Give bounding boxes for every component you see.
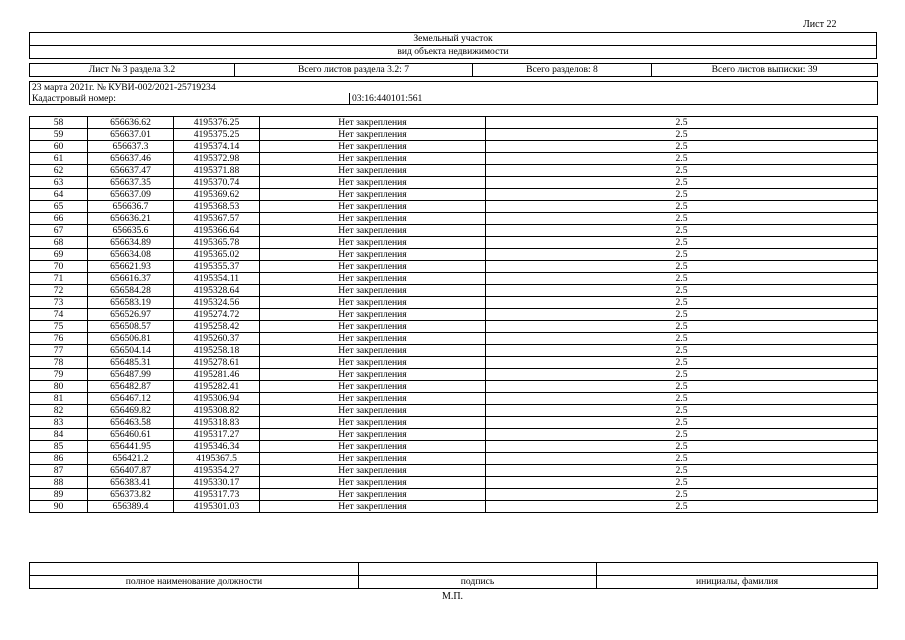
y-coordinate-cell: 4195282.41 [174,381,260,393]
y-coordinate-cell: 4195369.62 [174,189,260,201]
y-coordinate-cell: 4195371.88 [174,165,260,177]
accuracy-cell: 2.5 [486,477,878,489]
sheet-number: Лист 22 [803,19,837,30]
extract-date-number: 23 марта 2021г. № КУВИ-002/2021-25719234 [30,82,878,94]
y-coordinate-cell: 4195278.61 [174,357,260,369]
x-coordinate-cell: 656373.82 [88,489,174,501]
y-coordinate-cell: 4195258.42 [174,321,260,333]
table-row [30,141,878,153]
fixing-method-cell: Нет закрепления [260,225,486,237]
y-coordinate-cell: 4195365.02 [174,249,260,261]
table-row [30,453,878,465]
table-row [30,165,878,177]
y-coordinate-cell: 4195372.98 [174,153,260,165]
table-row [30,417,878,429]
table-row [30,249,878,261]
point-number-cell: 65 [30,201,88,213]
y-coordinate-cell: 4195274.72 [174,309,260,321]
x-coordinate-cell: 656407.87 [88,465,174,477]
table-row [30,357,878,369]
y-coordinate-cell: 4195317.73 [174,489,260,501]
accuracy-cell: 2.5 [486,177,878,189]
point-number-cell: 62 [30,165,88,177]
table-row [30,465,878,477]
accuracy-cell: 2.5 [486,273,878,285]
table-row [30,393,878,405]
fixing-method-cell: Нет закрепления [260,453,486,465]
point-number-cell: 83 [30,417,88,429]
fixing-method-cell: Нет закрепления [260,465,486,477]
table-row [30,153,878,165]
table-row [30,309,878,321]
y-coordinate-cell: 4195346.34 [174,441,260,453]
accuracy-cell: 2.5 [486,393,878,405]
name-caption: инициалы, фамилия [597,576,878,589]
point-number-cell: 75 [30,321,88,333]
x-coordinate-cell: 656637.46 [88,153,174,165]
y-coordinate-cell: 4195260.37 [174,333,260,345]
signature-table [29,562,878,589]
y-coordinate-cell: 4195301.03 [174,501,260,513]
fixing-method-cell: Нет закрепления [260,309,486,321]
point-number-cell: 71 [30,273,88,285]
accuracy-cell: 2.5 [486,453,878,465]
y-coordinate-cell: 4195354.27 [174,465,260,477]
y-coordinate-cell: 4195365.78 [174,237,260,249]
x-coordinate-cell: 656482.87 [88,381,174,393]
point-number-cell: 59 [30,129,88,141]
fixing-method-cell: Нет закрепления [260,297,486,309]
x-coordinate-cell: 656635.6 [88,225,174,237]
point-number-cell: 81 [30,393,88,405]
total-sections: Всего разделов: 8 [473,64,652,77]
y-coordinate-cell: 4195354.11 [174,273,260,285]
y-coordinate-cell: 4195281.46 [174,369,260,381]
object-title-table [29,32,877,59]
x-coordinate-cell: 656637.01 [88,129,174,141]
table-row [30,201,878,213]
accuracy-cell: 2.5 [486,345,878,357]
table-row [30,285,878,297]
x-coordinate-cell: 656421.2 [88,453,174,465]
point-number-cell: 64 [30,189,88,201]
point-number-cell: 90 [30,501,88,513]
fixing-method-cell: Нет закрепления [260,177,486,189]
x-coordinate-cell: 656487.99 [88,369,174,381]
signature-field [359,563,597,576]
accuracy-cell: 2.5 [486,129,878,141]
table-row [30,381,878,393]
x-coordinate-cell: 656504.14 [88,345,174,357]
point-number-cell: 82 [30,405,88,417]
table-row [30,237,878,249]
point-number-cell: 68 [30,237,88,249]
accuracy-cell: 2.5 [486,465,878,477]
table-row [30,225,878,237]
x-coordinate-cell: 656469.82 [88,405,174,417]
point-number-cell: 63 [30,177,88,189]
accuracy-cell: 2.5 [486,489,878,501]
point-number-cell: 88 [30,477,88,489]
table-row [30,405,878,417]
y-coordinate-cell: 4195367.57 [174,213,260,225]
object-type-caption: вид объекта недвижимости [30,46,877,59]
fixing-method-cell: Нет закрепления [260,477,486,489]
y-coordinate-cell: 4195375.25 [174,129,260,141]
y-coordinate-cell: 4195368.53 [174,201,260,213]
x-coordinate-cell: 656634.89 [88,237,174,249]
accuracy-cell: 2.5 [486,405,878,417]
fixing-method-cell: Нет закрепления [260,141,486,153]
table-row [30,177,878,189]
point-number-cell: 58 [30,117,88,129]
sheet-of-section: Лист № 3 раздела 3.2 [30,64,235,77]
fixing-method-cell: Нет закрепления [260,417,486,429]
fixing-method-cell: Нет закрепления [260,489,486,501]
x-coordinate-cell: 656637.47 [88,165,174,177]
table-row [30,129,878,141]
accuracy-cell: 2.5 [486,357,878,369]
accuracy-cell: 2.5 [486,321,878,333]
accuracy-cell: 2.5 [486,165,878,177]
point-number-cell: 84 [30,429,88,441]
x-coordinate-cell: 656526.97 [88,309,174,321]
cadastral-label: Кадастровый номер: [30,93,350,105]
x-coordinate-cell: 656637.09 [88,189,174,201]
table-row [30,489,878,501]
point-number-cell: 80 [30,381,88,393]
x-coordinate-cell: 656389.4 [88,501,174,513]
stamp-place: М.П. [441,591,464,602]
x-coordinate-cell: 656467.12 [88,393,174,405]
fixing-method-cell: Нет закрепления [260,429,486,441]
accuracy-cell: 2.5 [486,333,878,345]
point-number-cell: 69 [30,249,88,261]
fixing-method-cell: Нет закрепления [260,117,486,129]
point-number-cell: 85 [30,441,88,453]
x-coordinate-cell: 656463.58 [88,417,174,429]
table-row [30,321,878,333]
fixing-method-cell: Нет закрепления [260,261,486,273]
x-coordinate-cell: 656383.41 [88,477,174,489]
fixing-method-cell: Нет закрепления [260,405,486,417]
fixing-method-cell: Нет закрепления [260,249,486,261]
fixing-method-cell: Нет закрепления [260,285,486,297]
fixing-method-cell: Нет закрепления [260,345,486,357]
table-row [30,297,878,309]
accuracy-cell: 2.5 [486,261,878,273]
x-coordinate-cell: 656634.08 [88,249,174,261]
accuracy-cell: 2.5 [486,153,878,165]
position-caption: полное наименование должности [30,576,359,589]
y-coordinate-cell: 4195258.18 [174,345,260,357]
table-row [30,261,878,273]
fixing-method-cell: Нет закрепления [260,441,486,453]
point-number-cell: 72 [30,285,88,297]
x-coordinate-cell: 656636.7 [88,201,174,213]
x-coordinate-cell: 656621.93 [88,261,174,273]
boundary-points-table [29,116,878,513]
total-sheets-extract: Всего листов выписки: 39 [652,64,878,77]
fixing-method-cell: Нет закрепления [260,357,486,369]
table-row [30,345,878,357]
y-coordinate-cell: 4195328.64 [174,285,260,297]
fixing-method-cell: Нет закрепления [260,189,486,201]
y-coordinate-cell: 4195308.82 [174,405,260,417]
fixing-method-cell: Нет закрепления [260,153,486,165]
total-sheets-section: Всего листов раздела 3.2: 7 [235,64,473,77]
accuracy-cell: 2.5 [486,201,878,213]
y-coordinate-cell: 4195317.27 [174,429,260,441]
fixing-method-cell: Нет закрепления [260,237,486,249]
accuracy-cell: 2.5 [486,309,878,321]
fixing-method-cell: Нет закрепления [260,273,486,285]
x-coordinate-cell: 656441.95 [88,441,174,453]
y-coordinate-cell: 4195318.83 [174,417,260,429]
accuracy-cell: 2.5 [486,441,878,453]
x-coordinate-cell: 656584.28 [88,285,174,297]
accuracy-cell: 2.5 [486,117,878,129]
point-number-cell: 89 [30,489,88,501]
y-coordinate-cell: 4195330.17 [174,477,260,489]
object-title: Земельный участок [30,33,877,46]
accuracy-cell: 2.5 [486,285,878,297]
table-row [30,333,878,345]
section-info-table [29,63,878,77]
fixing-method-cell: Нет закрепления [260,129,486,141]
accuracy-cell: 2.5 [486,381,878,393]
x-coordinate-cell: 656637.35 [88,177,174,189]
y-coordinate-cell: 4195376.25 [174,117,260,129]
point-number-cell: 79 [30,369,88,381]
point-number-cell: 78 [30,357,88,369]
point-number-cell: 60 [30,141,88,153]
point-number-cell: 73 [30,297,88,309]
name-field [597,563,878,576]
point-number-cell: 61 [30,153,88,165]
fixing-method-cell: Нет закрепления [260,501,486,513]
point-number-cell: 87 [30,465,88,477]
point-number-cell: 77 [30,345,88,357]
y-coordinate-cell: 4195355.37 [174,261,260,273]
x-coordinate-cell: 656616.37 [88,273,174,285]
position-field [30,563,359,576]
y-coordinate-cell: 4195306.94 [174,393,260,405]
y-coordinate-cell: 4195374.14 [174,141,260,153]
x-coordinate-cell: 656506.81 [88,333,174,345]
accuracy-cell: 2.5 [486,225,878,237]
cadastral-table [29,81,878,105]
accuracy-cell: 2.5 [486,237,878,249]
y-coordinate-cell: 4195366.64 [174,225,260,237]
x-coordinate-cell: 656460.61 [88,429,174,441]
y-coordinate-cell: 4195370.74 [174,177,260,189]
signature-caption: подпись [359,576,597,589]
x-coordinate-cell: 656485.31 [88,357,174,369]
x-coordinate-cell: 656637.3 [88,141,174,153]
accuracy-cell: 2.5 [486,213,878,225]
accuracy-cell: 2.5 [486,249,878,261]
table-row [30,477,878,489]
point-number-cell: 74 [30,309,88,321]
x-coordinate-cell: 656636.62 [88,117,174,129]
fixing-method-cell: Нет закрепления [260,213,486,225]
accuracy-cell: 2.5 [486,141,878,153]
y-coordinate-cell: 4195367.5 [174,453,260,465]
accuracy-cell: 2.5 [486,501,878,513]
x-coordinate-cell: 656636.21 [88,213,174,225]
accuracy-cell: 2.5 [486,369,878,381]
fixing-method-cell: Нет закрепления [260,381,486,393]
fixing-method-cell: Нет закрепления [260,321,486,333]
x-coordinate-cell: 656508.57 [88,321,174,333]
table-row [30,273,878,285]
fixing-method-cell: Нет закрепления [260,393,486,405]
table-row [30,213,878,225]
table-row [30,501,878,513]
table-row [30,117,878,129]
fixing-method-cell: Нет закрепления [260,333,486,345]
point-number-cell: 86 [30,453,88,465]
point-number-cell: 67 [30,225,88,237]
fixing-method-cell: Нет закрепления [260,165,486,177]
table-row [30,369,878,381]
point-number-cell: 70 [30,261,88,273]
accuracy-cell: 2.5 [486,189,878,201]
fixing-method-cell: Нет закрепления [260,369,486,381]
y-coordinate-cell: 4195324.56 [174,297,260,309]
table-row [30,441,878,453]
accuracy-cell: 2.5 [486,417,878,429]
table-row [30,189,878,201]
accuracy-cell: 2.5 [486,297,878,309]
cadastral-number: 03:16:440101:561 [350,93,878,105]
x-coordinate-cell: 656583.19 [88,297,174,309]
fixing-method-cell: Нет закрепления [260,201,486,213]
accuracy-cell: 2.5 [486,429,878,441]
point-number-cell: 76 [30,333,88,345]
point-number-cell: 66 [30,213,88,225]
table-row [30,429,878,441]
